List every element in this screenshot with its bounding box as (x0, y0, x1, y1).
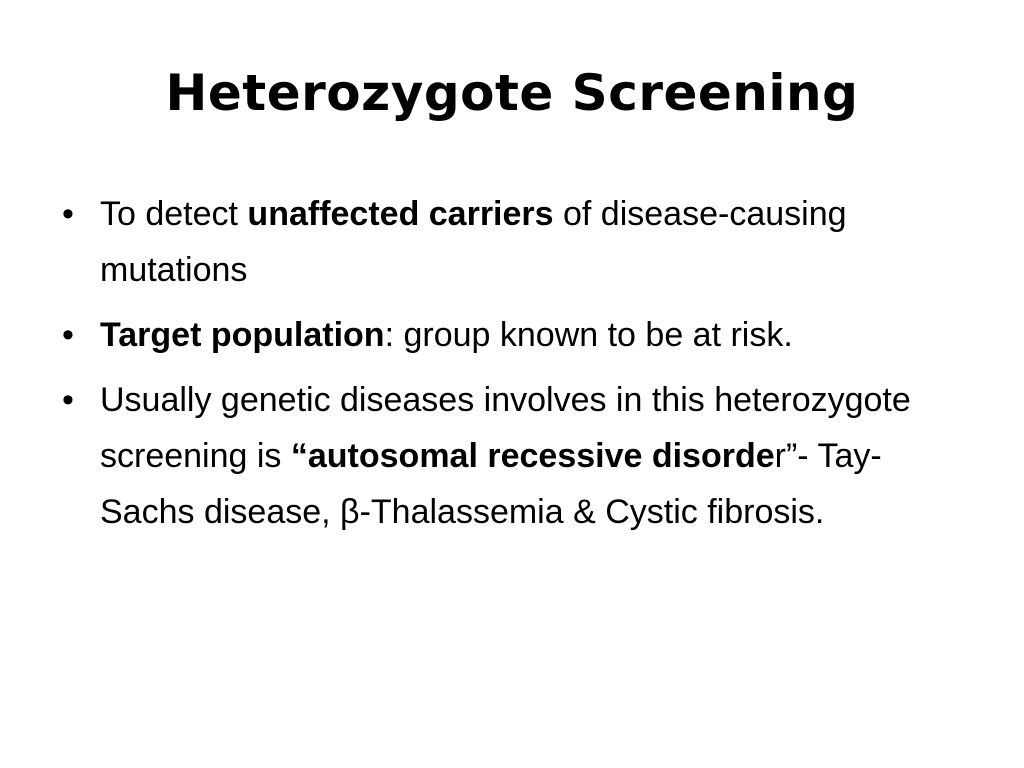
slide-title: Heterozygote Screening (165, 64, 859, 122)
bullet-text-bold: Target population (100, 316, 385, 354)
bullet-text-part: r”- Tay-Sachs disease, β-Thalassemia & Cystic fibrosis. (100, 437, 882, 531)
bullet-item-autosomal-recessive (62, 372, 962, 540)
bullet-list (62, 186, 962, 549)
bullet-text-bold: unaffected carriers (247, 195, 554, 233)
bullet-text (100, 316, 793, 354)
bullet-marker: • (62, 316, 74, 354)
bullet-text (100, 381, 911, 531)
bullet-marker: • (62, 381, 74, 419)
bullet-text-part: Usually genetic diseases involves in this heterozygote screening is (100, 381, 911, 475)
bullet-marker: • (62, 195, 74, 233)
bullet-text-part: of disease-causing mutations (100, 195, 847, 289)
bullet-text-part: : group known to be at risk. (384, 316, 793, 354)
bullet-text-part: To detect (100, 195, 248, 233)
bullet-text (100, 195, 847, 289)
bullet-item-target-population (62, 307, 962, 363)
bullet-item-detect-carriers (62, 186, 962, 298)
bullet-text-bold: “autosomal recessive disorde (290, 437, 775, 475)
